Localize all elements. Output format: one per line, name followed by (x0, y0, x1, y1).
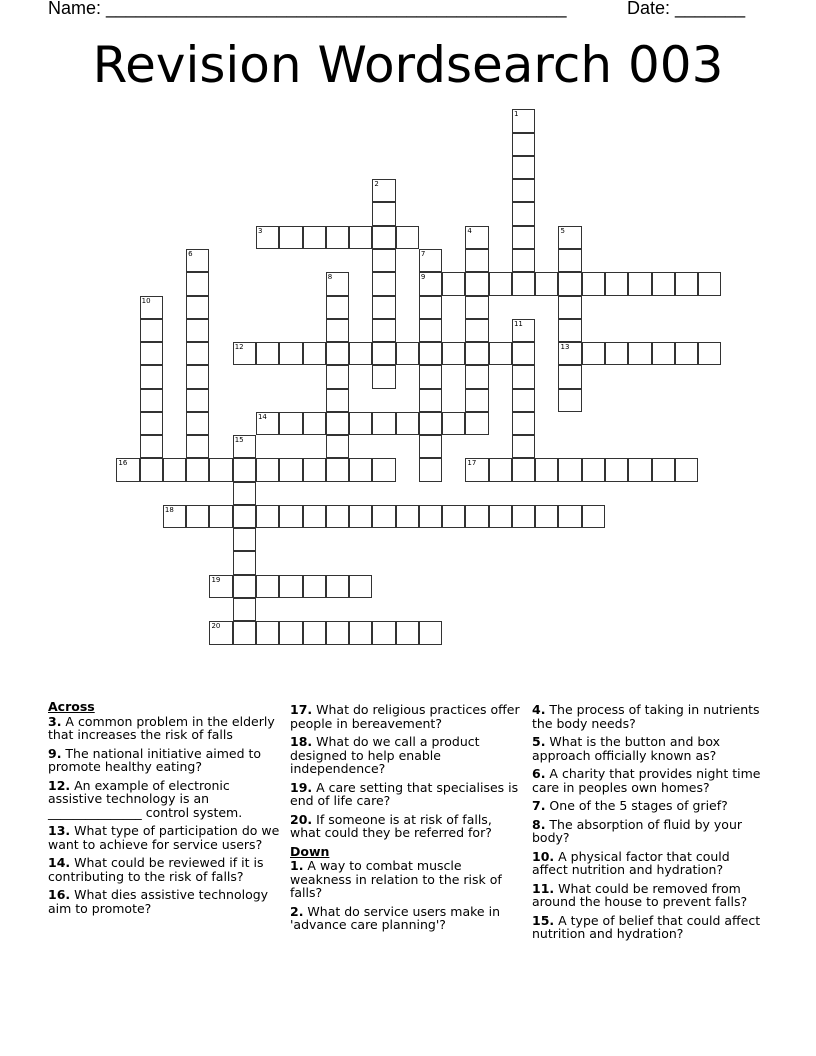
grid-cell[interactable] (489, 458, 512, 481)
grid-cell[interactable] (419, 296, 442, 319)
grid-cell[interactable] (465, 365, 488, 388)
grid-cell[interactable] (349, 226, 372, 249)
clue-item (48, 856, 283, 883)
grid-cell[interactable] (349, 575, 372, 598)
grid-cell[interactable] (372, 412, 395, 435)
clue-item (290, 703, 525, 730)
grid-cell[interactable] (326, 319, 349, 342)
clue-text: One of the 5 stages of grief? (545, 798, 728, 813)
grid-cell[interactable] (186, 412, 209, 435)
grid-cell[interactable] (465, 249, 488, 272)
clue-item (532, 767, 767, 794)
grid-cell[interactable] (326, 621, 349, 644)
grid-cell[interactable] (465, 296, 488, 319)
grid-cell[interactable] (326, 342, 349, 365)
grid-cell[interactable] (442, 505, 465, 528)
clue-text: A care setting that specialises is end of life care? (290, 779, 519, 808)
grid-cell[interactable] (349, 505, 372, 528)
grid-cell[interactable] (209, 575, 232, 598)
grid-cell[interactable] (419, 389, 442, 412)
clue-number: 3. (48, 713, 62, 729)
grid-cell[interactable] (326, 389, 349, 412)
clue-number: 10. (532, 848, 555, 864)
clue-number-label: 7 (420, 249, 426, 258)
clue-item (532, 882, 767, 909)
clue-item (290, 859, 525, 900)
clue-text: What could be removed from around the house to prevent falls? (532, 880, 748, 909)
clues-column-2 (290, 703, 525, 937)
grid-cell[interactable] (512, 458, 535, 481)
grid-cell[interactable] (326, 575, 349, 598)
grid-cell[interactable] (256, 505, 279, 528)
clue-number-label: 20 (211, 622, 221, 631)
grid-cell[interactable] (489, 505, 512, 528)
grid-cell[interactable] (326, 272, 349, 295)
grid-cell[interactable] (233, 342, 256, 365)
grid-cell[interactable] (512, 435, 535, 458)
clue-item (532, 914, 767, 941)
clue-item (290, 813, 525, 840)
clue-text: What do religious practices offer people in bereavement? (290, 702, 520, 731)
grid-cell[interactable] (372, 296, 395, 319)
grid-cell[interactable] (349, 458, 372, 481)
grid-cell[interactable] (163, 458, 186, 481)
grid-cell[interactable] (652, 272, 675, 295)
grid-cell[interactable] (326, 458, 349, 481)
grid-cell[interactable] (465, 412, 488, 435)
grid-cell[interactable] (326, 365, 349, 388)
clue-number-label: 18 (164, 505, 174, 514)
grid-cell[interactable] (465, 272, 488, 295)
clue-item (532, 818, 767, 845)
grid-cell[interactable] (186, 249, 209, 272)
grid-cell[interactable] (675, 458, 698, 481)
grid-cell[interactable] (256, 412, 279, 435)
name-field-label: Name: ______________________________________________ (48, 0, 567, 18)
clue-number-label: 15 (234, 436, 244, 445)
grid-cell[interactable] (419, 505, 442, 528)
grid-cell[interactable] (512, 365, 535, 388)
grid-cell[interactable] (372, 249, 395, 272)
clue-text: A way to combat muscle weakness in relation to the risk of falls? (290, 858, 502, 900)
grid-cell[interactable] (628, 272, 651, 295)
grid-cell[interactable] (116, 458, 139, 481)
grid-cell[interactable] (279, 342, 302, 365)
clue-text: What do service users make in 'advance care planning'? (290, 903, 500, 932)
grid-cell[interactable] (512, 412, 535, 435)
grid-cell[interactable] (512, 156, 535, 179)
clue-text: What is the button and box approach officially known as? (532, 734, 720, 763)
grid-cell[interactable] (512, 505, 535, 528)
grid-cell[interactable] (140, 365, 163, 388)
grid-cell[interactable] (163, 505, 186, 528)
clue-item (532, 850, 767, 877)
grid-cell[interactable] (512, 179, 535, 202)
clue-number: 6. (532, 766, 546, 781)
clue-number-label: 12 (234, 343, 244, 352)
clue-item (290, 781, 525, 808)
grid-cell[interactable] (582, 505, 605, 528)
clue-number-label: 9 (420, 273, 426, 282)
clue-text: A physical factor that could affect nutrition and hydration? (532, 848, 730, 877)
grid-cell[interactable] (186, 272, 209, 295)
grid-cell[interactable] (535, 505, 558, 528)
grid-cell[interactable] (512, 272, 535, 295)
clue-text: A charity that provides night time care in peoples own homes? (532, 766, 761, 795)
grid-cell[interactable] (372, 226, 395, 249)
clue-number-label: 6 (188, 249, 193, 258)
clue-number-label: 4 (467, 226, 472, 235)
clue-number-label: 8 (327, 273, 333, 282)
clue-text: The process of taking in nutrients the body needs? (532, 702, 760, 731)
clue-number-label: 14 (257, 412, 267, 421)
clue-text: An example of electronic assistive technology is an _______________ control system. (48, 777, 243, 820)
page-title: Revision Wordsearch 003 (92, 36, 724, 94)
grid-cell[interactable] (558, 365, 581, 388)
clue-number: 11. (532, 880, 555, 896)
grid-cell[interactable] (372, 458, 395, 481)
grid-cell[interactable] (303, 458, 326, 481)
grid-cell[interactable] (512, 202, 535, 225)
grid-cell[interactable] (349, 621, 372, 644)
date-field-label: Date: _______ (627, 0, 746, 18)
grid-cell[interactable] (512, 109, 535, 132)
grid-cell[interactable] (140, 458, 163, 481)
grid-cell[interactable] (303, 226, 326, 249)
clue-text: A common problem in the elderly that increases the risk of falls (48, 713, 275, 742)
grid-cell[interactable] (675, 342, 698, 365)
grid-cell[interactable] (535, 458, 558, 481)
clue-item (290, 905, 525, 932)
grid-cell[interactable] (465, 389, 488, 412)
clues-column-3 (532, 703, 767, 946)
grid-cell[interactable] (303, 342, 326, 365)
grid-cell[interactable] (256, 621, 279, 644)
clue-number: 12. (48, 777, 71, 793)
clue-number-label: 13 (560, 343, 570, 352)
grid-cell[interactable] (465, 342, 488, 365)
grid-cell[interactable] (140, 296, 163, 319)
clue-text: What do we call a product designed to help enable independence? (290, 734, 480, 776)
grid-cell[interactable] (233, 528, 256, 551)
grid-cell[interactable] (186, 296, 209, 319)
grid-cell[interactable] (186, 319, 209, 342)
clue-number-label: 1 (513, 110, 519, 119)
clue-number: 5. (532, 734, 546, 749)
grid-cell[interactable] (628, 342, 651, 365)
grid-cell[interactable] (396, 505, 419, 528)
grid-cell[interactable] (326, 505, 349, 528)
clue-number-label: 2 (374, 180, 379, 189)
clue-number: 13. (48, 823, 71, 838)
grid-cell[interactable] (279, 575, 302, 598)
grid-cell[interactable] (256, 575, 279, 598)
grid-cell[interactable] (303, 412, 326, 435)
grid-cell[interactable] (372, 621, 395, 644)
clue-text: The national initiative aimed to promote healthy eating? (48, 745, 262, 774)
grid-cell[interactable] (326, 296, 349, 319)
grid-cell[interactable] (209, 505, 232, 528)
clue-number: 15. (532, 912, 555, 928)
clue-number-label: 5 (560, 226, 565, 235)
grid-cell[interactable] (279, 621, 302, 644)
grid-cell[interactable] (396, 342, 419, 365)
grid-cell[interactable] (372, 272, 395, 295)
grid-cell[interactable] (442, 272, 465, 295)
clue-text: The absorption of fluid by your body? (532, 816, 743, 845)
clue-text: A type of belief that could affect nutrition and hydration? (532, 912, 761, 941)
grid-cell[interactable] (140, 389, 163, 412)
clue-number-label: 3 (257, 226, 263, 235)
grid-cell[interactable] (326, 412, 349, 435)
grid-cell[interactable] (558, 342, 581, 365)
grid-cell[interactable] (419, 365, 442, 388)
grid-cell[interactable] (558, 296, 581, 319)
grid-cell[interactable] (186, 389, 209, 412)
clue-number: 16. (48, 887, 71, 902)
grid-cell[interactable] (442, 412, 465, 435)
clue-number: 7. (532, 798, 546, 813)
clue-item (48, 824, 283, 851)
grid-cell[interactable] (186, 365, 209, 388)
grid-cell[interactable] (675, 272, 698, 295)
clue-number: 19. (290, 779, 313, 795)
grid-cell[interactable] (233, 551, 256, 574)
clue-number: 1. (290, 858, 304, 873)
clue-number: 20. (290, 811, 313, 827)
grid-cell[interactable] (628, 458, 651, 481)
grid-cell[interactable] (652, 342, 675, 365)
grid-cell[interactable] (605, 342, 628, 365)
grid-cell[interactable] (209, 458, 232, 481)
grid-cell[interactable] (512, 389, 535, 412)
grid-cell[interactable] (419, 319, 442, 342)
grid-cell[interactable] (419, 342, 442, 365)
grid-cell[interactable] (233, 458, 256, 481)
grid-cell[interactable] (558, 272, 581, 295)
clue-item (48, 715, 283, 742)
clue-text: If someone is at risk of falls, what could they be referred for? (290, 811, 492, 840)
grid-cell[interactable] (233, 435, 256, 458)
grid-cell[interactable] (396, 412, 419, 435)
grid-cell[interactable] (303, 505, 326, 528)
grid-cell[interactable] (512, 133, 535, 156)
grid-cell[interactable] (140, 342, 163, 365)
grid-cell[interactable] (303, 621, 326, 644)
grid-cell[interactable] (558, 389, 581, 412)
clue-number: 8. (532, 816, 546, 832)
clue-item (532, 735, 767, 762)
clue-item (48, 888, 283, 915)
grid-cell[interactable] (512, 319, 535, 342)
grid-cell[interactable] (698, 272, 721, 295)
grid-cell[interactable] (582, 272, 605, 295)
grid-cell[interactable] (256, 458, 279, 481)
clue-text: What dies assistive technology aim to promote? (48, 887, 269, 916)
clue-item (532, 799, 767, 813)
grid-cell[interactable] (372, 505, 395, 528)
grid-cell[interactable] (558, 249, 581, 272)
clue-number-label: 11 (513, 319, 523, 328)
clue-number-label: 10 (141, 296, 151, 305)
grid-cell[interactable] (605, 458, 628, 481)
grid-cell[interactable] (465, 458, 488, 481)
grid-cell[interactable] (372, 319, 395, 342)
grid-cell[interactable] (372, 342, 395, 365)
grid-cell[interactable] (535, 272, 558, 295)
grid-cell[interactable] (558, 505, 581, 528)
grid-cell[interactable] (233, 575, 256, 598)
grid-cell[interactable] (512, 226, 535, 249)
clue-number: 9. (48, 745, 62, 761)
grid-cell[interactable] (465, 505, 488, 528)
grid-cell[interactable] (326, 226, 349, 249)
grid-cell[interactable] (489, 272, 512, 295)
grid-cell[interactable] (465, 319, 488, 342)
clue-item (290, 735, 525, 776)
grid-cell[interactable] (372, 179, 395, 202)
grid-cell[interactable] (396, 621, 419, 644)
grid-cell[interactable] (372, 365, 395, 388)
grid-cell[interactable] (279, 505, 302, 528)
grid-cell[interactable] (140, 319, 163, 342)
grid-cell[interactable] (186, 505, 209, 528)
clue-number-label: 16 (118, 459, 128, 468)
clue-item (48, 747, 283, 774)
down-heading: Down (290, 843, 330, 859)
grid-cell[interactable] (558, 226, 581, 249)
grid-cell[interactable] (698, 342, 721, 365)
grid-cell[interactable] (233, 598, 256, 621)
clue-item (532, 703, 767, 730)
grid-cell[interactable] (256, 342, 279, 365)
grid-cell[interactable] (372, 202, 395, 225)
grid-cell[interactable] (558, 458, 581, 481)
grid-cell[interactable] (489, 342, 512, 365)
clue-number: 17. (290, 702, 313, 717)
grid-cell[interactable] (233, 482, 256, 505)
grid-cell[interactable] (186, 458, 209, 481)
grid-cell[interactable] (349, 342, 372, 365)
clue-text: What type of participation do we want to achieve for service users? (48, 823, 280, 852)
grid-cell[interactable] (140, 412, 163, 435)
grid-cell[interactable] (512, 249, 535, 272)
grid-cell[interactable] (419, 621, 442, 644)
clue-item (48, 779, 283, 820)
grid-cell[interactable] (256, 226, 279, 249)
grid-cell[interactable] (279, 412, 302, 435)
clues-column-1 (48, 700, 283, 920)
grid-cell[interactable] (652, 458, 675, 481)
grid-cell[interactable] (326, 435, 349, 458)
clue-number: 4. (532, 702, 546, 717)
grid-cell[interactable] (582, 342, 605, 365)
clue-number: 2. (290, 903, 304, 919)
clue-number-label: 19 (211, 575, 221, 584)
grid-cell[interactable] (209, 621, 232, 644)
grid-cell[interactable] (233, 621, 256, 644)
grid-cell[interactable] (465, 226, 488, 249)
grid-cell[interactable] (558, 319, 581, 342)
grid-cell[interactable] (140, 435, 163, 458)
grid-cell[interactable] (582, 458, 605, 481)
clue-number-label: 17 (467, 459, 477, 468)
grid-cell[interactable] (279, 226, 302, 249)
clue-number: 18. (290, 734, 313, 749)
grid-cell[interactable] (186, 435, 209, 458)
across-heading: Across (48, 699, 95, 714)
grid-cell[interactable] (419, 412, 442, 435)
grid-cell[interactable] (512, 342, 535, 365)
grid-cell[interactable] (442, 342, 465, 365)
grid-cell[interactable] (419, 435, 442, 458)
clue-text: What could be reviewed if it is contributing to the risk of falls? (48, 855, 264, 884)
grid-cell[interactable] (186, 342, 209, 365)
grid-cell[interactable] (303, 575, 326, 598)
grid-cell[interactable] (233, 505, 256, 528)
clue-number: 14. (48, 855, 71, 870)
grid-cell[interactable] (419, 272, 442, 295)
grid-cell[interactable] (605, 272, 628, 295)
grid-cell[interactable] (396, 226, 419, 249)
grid-cell[interactable] (419, 249, 442, 272)
grid-cell[interactable] (349, 412, 372, 435)
grid-cell[interactable] (279, 458, 302, 481)
grid-cell[interactable] (419, 458, 442, 481)
